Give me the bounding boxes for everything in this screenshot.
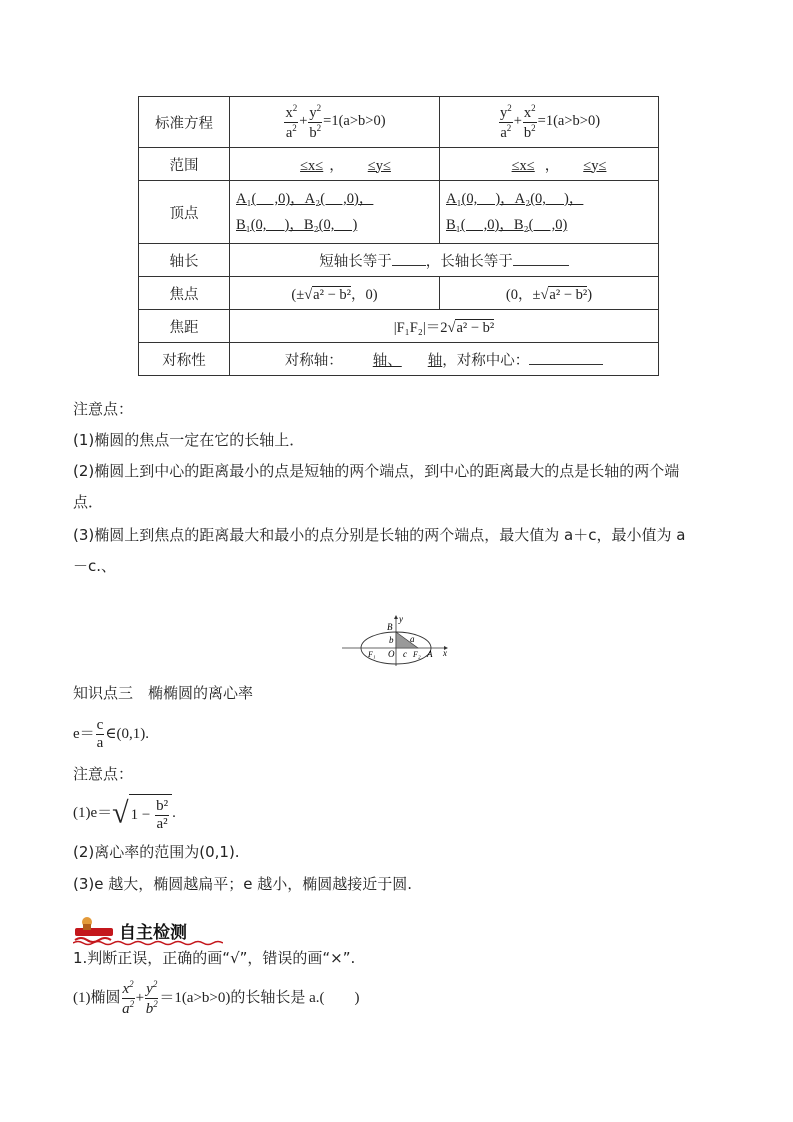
note-1: (1)椭圆的焦点一定在它的长轴上． (73, 431, 305, 449)
eq-x-axis: $\frac{x^2}{a^2}$ + $\frac{y^2}{b^2}$ =1(a>b>0) (230, 97, 440, 148)
row-axis-length (139, 244, 659, 277)
focus-x-axis: (±√a² − b²，0) (230, 277, 440, 310)
eq-y-axis: $\frac{y^2}{a^2}$ + $\frac{x^2}{b^2}$ =1(a>b>0) (440, 97, 659, 148)
section-3-title: 知识点三 椭椭圆的离心率 (73, 684, 254, 702)
ellipse-figure (340, 612, 460, 668)
self-check-heading (73, 912, 223, 946)
section-3-note-3: (3)e 越大，椭圆越扁平；e 越小，椭圆越接近于圆. (73, 875, 413, 893)
label-y: y (399, 614, 403, 624)
label-c: c (403, 649, 407, 659)
row-symmetry (139, 343, 659, 376)
self-check-title: 自主检测 (119, 923, 187, 943)
focus-y-axis: (0，±√a² − b²) (440, 277, 659, 310)
label-B: B (387, 622, 393, 632)
label-x: x (443, 648, 447, 658)
ellipse-properties-table (138, 96, 659, 376)
note-2: (2)椭圆上到中心的距离最小的点是短轴的两个端点，到中心的距离最大的点是长轴的两个端 (73, 462, 680, 480)
label-focus: 焦点 (139, 277, 230, 310)
note-3: (3)椭圆上到焦点的距离最大和最小的点分别是长轴的两个端点，最大值为 a＋c，最小值为 a (73, 526, 686, 544)
label-A: A (427, 649, 433, 659)
label-focal-distance: 焦距 (139, 310, 230, 343)
question-1: 1.判断正误，正确的画“√”，错误的画“×”. (73, 949, 356, 967)
row-focus (139, 277, 659, 310)
note-3-cont: －c.、 (73, 557, 117, 575)
eccentricity-formula: (1)e＝√ 1 − $\frac{\text{b²}}{\text{a²}}$ . (73, 794, 728, 833)
row-range (139, 148, 659, 181)
range-y-axis: ≤x≤ ， ≤y≤ (440, 148, 659, 181)
label-vertex: 顶点 (139, 181, 230, 244)
note-2-cont: 点． (73, 493, 104, 511)
self-check-underline (73, 940, 223, 946)
focal-distance-formula: |F₁F₂|＝2√a² − b² (230, 310, 659, 343)
vertex-y-axis: A₁(0, )，A₂(0, )， B₁( ,0)，B₂( ,0) (440, 181, 659, 244)
row-standard-equation (139, 97, 659, 148)
row-focal-distance (139, 310, 659, 343)
question-1a: (1)椭圆 $\frac{x^2}{a^2}$ + $\frac{y^2}{b^2}$ ＝1(a>b>0)的长轴长是 a.( ) (73, 979, 360, 1017)
label-O: O (388, 649, 395, 659)
row-vertex (139, 181, 659, 244)
range-x-axis: ≤x≤ ， ≤y≤ (230, 148, 440, 181)
section-3-note-title: 注意点： (73, 765, 134, 783)
notes-title: 注意点： (73, 400, 134, 418)
label-axis-length: 轴长 (139, 244, 230, 277)
label-a: a (410, 634, 415, 644)
label-range: 范围 (139, 148, 230, 181)
symmetry-text: 对称轴： 轴、 轴，对称中心： (230, 343, 659, 376)
label-standard-equation: 标准方程 (139, 97, 230, 148)
label-F2: F₂ (413, 650, 421, 659)
axis-length-text: 短轴长等于 ，长轴长等于 (230, 244, 659, 277)
label-symmetry: 对称性 (139, 343, 230, 376)
eccentricity-def: e＝ $\frac{c}{a}$ ∈(0,1). (73, 717, 149, 751)
section-3-note-2: (2)离心率的范围为(0,1). (73, 843, 240, 861)
vertex-x-axis: A₁( ,0)，A₂( ,0)， B₁(0, )，B₂(0, ) (230, 181, 440, 244)
y-axis-arrow (394, 615, 398, 619)
label-F1: F₁ (368, 650, 376, 659)
label-b: b (389, 635, 394, 645)
